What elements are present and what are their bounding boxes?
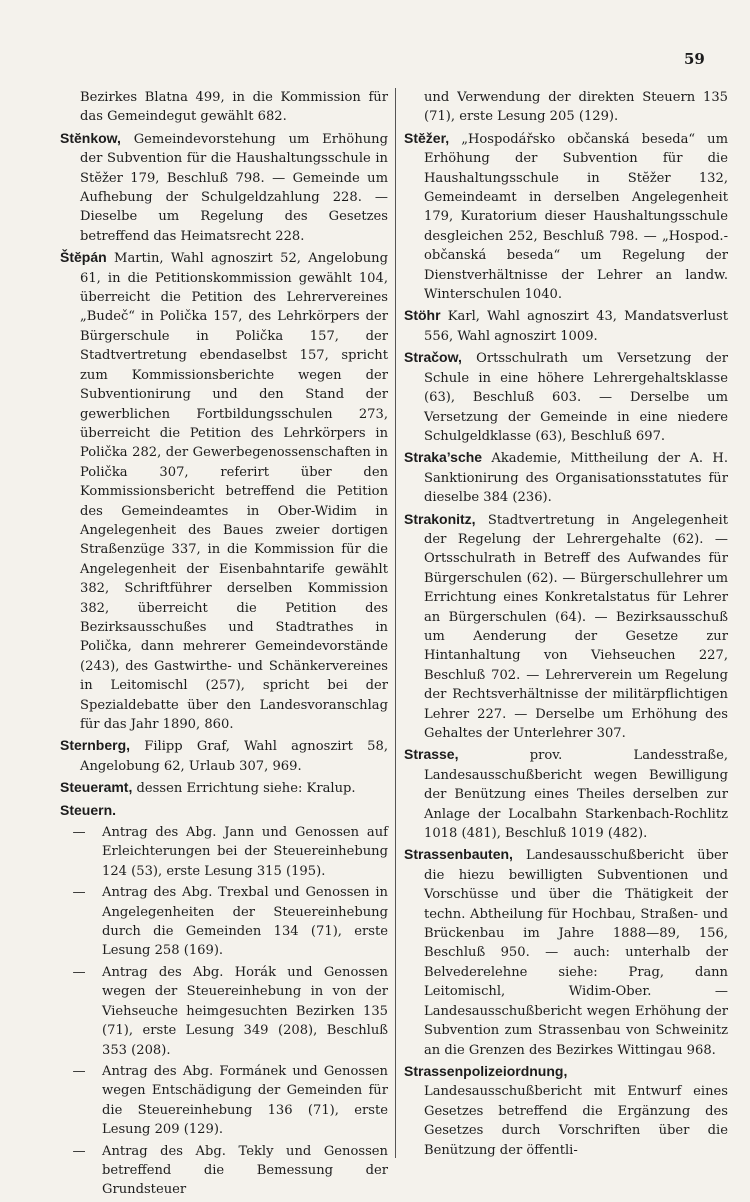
subentry-dash: — <box>72 885 86 901</box>
entry-text: Ortsschulrath um Versetzung der Schule in eine höhere Lehrergehaltsklasse (63), Beschluß 603. — Derselbe um Versetzung der Gemeinde in eine niedere Schulgeldklasse (63), Beschluß 697. <box>424 351 728 444</box>
index-entry <box>404 129 728 305</box>
subentry <box>60 963 388 1060</box>
index-entry <box>60 736 388 776</box>
subentry <box>60 1142 388 1200</box>
entry-text: Landesausschußbericht über die hiezu bewilligten Subventionen und Vorschüsse und über die Thätigkeit der techn. Abtheilung für Hochbau, Straßen- und Brückenbau im Jahre 1888—89, 156, Beschluß 950. — auch: unterhalb der Belvederelehne siehe: Prag, dann Leitomischl, Widim-Ober. — Landesausschußbericht wegen Erhöhung der Subvention zum Strassenbau von Schweinitz an die Grenzen des Bezirkes Wittingau 968. <box>424 848 728 1058</box>
index-entry <box>404 1062 728 1160</box>
entry-headword: Stöhr <box>404 307 441 324</box>
entry-text: Stadtvertretung in Angelegenheit der Regelung der Lehrergehalte (62). — Ortsschulrath in Betreff des Aufwandes für Bürgerschulen (62). — Bürgerschullehrer um Errichtung eines Konkretalstatus für Lehrer an Bürgerschulen (64). — Bezirksausschuß um Aenderung der Gesetze zur Hintanhaltung von Viehseuchen 227, Beschluß 702. — Lehrerverein um Regelung der Rechtsverhältnisse der militärpflichtigen Lehrer 227. — Derselbe um Erhöhung des Gehaltes der Unterlehrer 307. <box>424 512 728 741</box>
subentry-text: Antrag des Abg. Jann und Genossen auf Erleichterungen bei der Steuereinhebung 124 (53), erste Lesung 315 (195). <box>102 825 388 879</box>
column-divider <box>395 88 396 1158</box>
index-entry <box>60 778 388 798</box>
entry-headword: Strasse, <box>404 746 459 763</box>
entry-text: und Verwendung der direkten Steuern 135 (71), erste Lesung 205 (129). <box>424 90 728 125</box>
entry-headword: Strakonitz, <box>404 510 476 527</box>
subentry <box>60 1062 388 1140</box>
index-entry <box>60 129 388 246</box>
entry-headword: Strassenpolizeiordnung, <box>404 1062 568 1079</box>
entry-text: Gemeindevorstehung um Erhöhung der Subvention für die Haushaltungsschule in Stĕžer 179, Beschluß 798. — Gemeinde um Aufhebung der Schulgeldzahlung 228. — Dieselbe um Regelung des Gesetzes betreffend das Heimatsrecht 228. <box>80 131 388 244</box>
subentry-dash: — <box>72 964 86 980</box>
entry-text: Landesausschußbericht mit Entwurf eines Gesetzes betreffend die Ergänzung des Gesetzes durch Vorschriften über die Benützung der öffentli- <box>424 1084 728 1158</box>
entry-text: „Hospodářsko občanská beseda“ um Erhöhung der Subvention für die Haushaltungsschule in Stĕžer 132, Gemeindeamt in derselben Angelegenheit 179, Kuratorium dieser Haushaltungsschule desgleichen 252, Beschluß 798. — „Hospod.-občanská beseda“ um Regelung der Dienstverhältnisse der Lehrer an landw. Winterschulen 1040. <box>424 131 728 303</box>
entry-text: Akademie, Mittheilung der A. H. Sanktionirung des Organisationsstatutes für dieselbe 384 (236). <box>424 451 728 506</box>
page-number: 59 <box>684 50 705 68</box>
entry-text: dessen Errichtung siehe: Kralup. <box>136 781 356 797</box>
entry-text: Bezirkes Blatna 499, in die Kommission für das Gemeindegut gewählt 682. <box>80 90 388 125</box>
right-column <box>404 88 728 1162</box>
index-entry <box>404 306 728 346</box>
subentry-text: Antrag des Abg. Trexbal und Genossen in Angelegenheiten der Steuereinhebung durch die Gemeinden 134 (71), erste Lesung 258 (169). <box>102 885 388 959</box>
subentry <box>60 883 388 961</box>
subentry <box>60 823 388 881</box>
index-entry <box>404 745 728 843</box>
entry-text: Martin, Wahl agnoszirt 52, Angelobung 61, in die Petitionskommission gewählt 104, überreicht die Petition des Lehrervereines „Budeč“ in Polička 157, des Lehrkörpers der Bürgerschule in Polička 157, der Stadtvertretung ebendaselbst 157, spricht zum Kommissionsberichte wegen der Subventionirung und den Stand der gewerblichen Fortbildungsschulen 273, überreicht die Petition des Lehrkörpers in Polička 282, der Gewerbegenossenschaften in Polička 307, referirt über den Kommissionsbericht betreffend die Petition des Gemeindeamtes in Ober-Widim in Angelegenheit des Baues zweier dortigen Straßenzüge 337, in die Kommission für die Angelegenheit der Eisenbahntarife gewählt 382, Schriftführer derselben Kommission 382, überreicht die Petition des Bezirksausschußes und Stadtrathes in Polička, dann mehrerer Gemeindevorstände (243), des Gastwirthe- und Schänkervereines in Leitomischl (257), spricht bei der Spezialdebatte über den Landesvoranschlag für das Jahr 1890, 860. <box>80 251 388 732</box>
subentry-dash: — <box>72 825 86 841</box>
subentry-dash: — <box>72 1063 86 1079</box>
entry-text: Filipp Graf, Wahl agnoszirt 58, Angelobung 62, Urlaub 307, 969. <box>80 739 388 774</box>
entry-headword: Straka’sche <box>404 449 483 466</box>
entry-headword: Štĕpán <box>60 249 107 266</box>
subentry-dash: — <box>72 1143 86 1159</box>
index-entry <box>404 448 728 507</box>
index-entry <box>404 845 728 1059</box>
entry-headword: Stĕnkow, <box>60 129 121 146</box>
index-entry <box>60 801 388 821</box>
subentry-text: Antrag des Abg. Formánek und Genossen wegen Entschädigung der Gemeinden für die Steuereinhebung 136 (71), erste Lesung 209 (129). <box>102 1063 388 1138</box>
entry-continuation <box>60 88 388 127</box>
entry-headword: Stĕžer, <box>404 129 450 146</box>
entry-headword: Steueramt, <box>60 779 133 796</box>
entry-text: Karl, Wahl agnoszirt 43, Mandatsverlust 556, Wahl agnoszirt 1009. <box>424 309 728 344</box>
subentry-text: Antrag des Abg. Tekly und Genossen betreffend die Bemessung der Grundsteuer <box>102 1143 388 1198</box>
left-column <box>60 88 388 1202</box>
index-entry <box>404 510 728 744</box>
entry-headword: Stračow, <box>404 349 462 366</box>
entry-text: prov. Landesstraße, Landesausschußbericht wegen Bewilligung der Benützung eines Theiles derselben zur Anlage der Localbahn Starkenbach-Rochlitz 1018 (481), Beschluß 1019 (482). <box>424 748 728 842</box>
entry-headword: Steuern. <box>60 801 117 818</box>
entry-headword: Sternberg, <box>60 737 131 754</box>
subentry-text: Antrag des Abg. Horák und Genossen wegen der Steuereinhebung in von der Viehseuche heimgesuchten Bezirken 135 (71), erste Lesung 349 (208), Beschluß 353 (208). <box>102 964 388 1058</box>
index-entry <box>404 348 728 446</box>
index-entry <box>60 248 388 734</box>
entry-continuation <box>404 88 728 127</box>
entry-headword: Strassenbauten, <box>404 846 513 863</box>
